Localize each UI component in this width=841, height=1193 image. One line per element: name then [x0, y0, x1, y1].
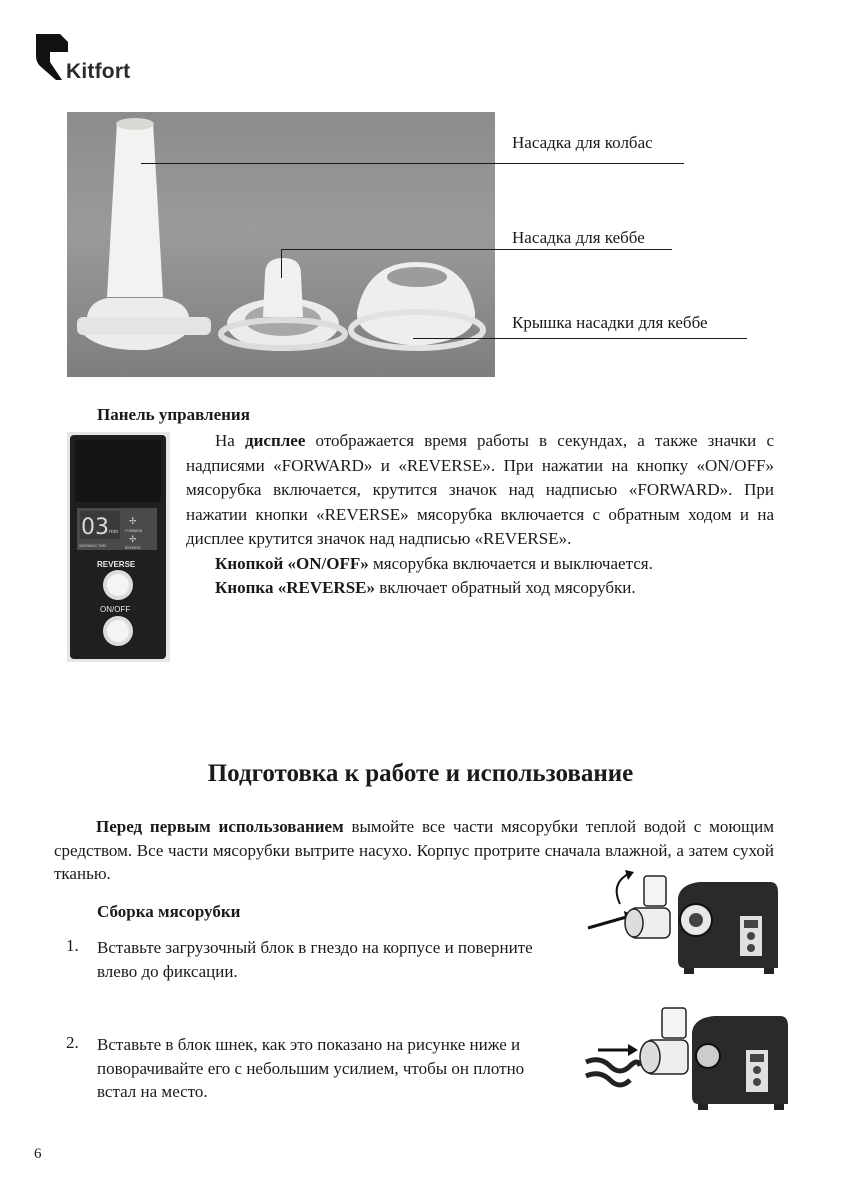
callout-vline-kebbe	[281, 249, 282, 278]
display-working-time: WORKING TIME	[79, 544, 107, 548]
control-panel-description	[186, 429, 774, 601]
assembly-heading: Сборка мясорубки	[97, 902, 241, 921]
panel-p1-lead: На	[215, 431, 245, 450]
kitfort-logo-icon	[34, 32, 70, 82]
display-forward-label: FORWARD	[125, 529, 143, 533]
panel-paragraph-display	[186, 429, 774, 552]
step-2-figure	[580, 1000, 795, 1120]
page-number: 6	[34, 1146, 42, 1162]
display-unit: min	[109, 529, 119, 535]
panel-p2-rest: мясорубка включается и выключается.	[368, 553, 653, 573]
section-title: Подготовка к работе и использование	[207, 760, 634, 787]
display-forward-icon: ✢	[129, 517, 137, 527]
panel-p2-bold: Кнопкой «ON/OFF»	[215, 553, 369, 573]
onoff-button-label: ON/OFF	[100, 605, 131, 614]
callout-label-sausage: Насадка для колбас	[512, 133, 653, 152]
step-1-text: Вставьте загрузочный блок в гнездо на корпусе и поверните влево до фиксации.	[97, 938, 533, 981]
brand-name: Kitfort	[66, 60, 131, 83]
panel-paragraph-reverse	[186, 576, 774, 601]
display-reverse-icon: ✢	[129, 535, 137, 545]
step-2-number: 2.	[66, 1033, 79, 1052]
step-1-figure	[580, 868, 790, 983]
panel-p3-rest: включает обратный ход мясорубки.	[375, 578, 636, 597]
reverse-button-label: REVERSE	[97, 560, 136, 569]
panel-p3-bold: Кнопка «REVERSE»	[215, 578, 376, 597]
display-digits: 03	[81, 515, 109, 540]
callout-label-kebbe-cap: Крышка насадки для кеббе	[512, 313, 708, 332]
callout-line-kebbe-cap	[413, 338, 747, 339]
control-panel-photo	[67, 432, 170, 662]
panel-p1-rest: отображается время работы в секундах, а также значки с надписями «FORWARD» и «REVERSE». При нажатии на кнопку «ON/OFF» мясорубка включается, крутится значок над надписью «FORWARD». При нажатии кнопки «REVERSE» мясорубка включается с обратным ходом и на дисплее крутится значок над надписью «REVERSE».	[186, 431, 774, 548]
control-panel-heading: Панель управления	[97, 405, 250, 424]
intro-bold: Перед первым использованием	[96, 817, 344, 836]
display-reverse-label: REVERSE	[125, 546, 141, 550]
step-1-number: 1.	[66, 936, 79, 955]
panel-paragraph-onoff	[186, 552, 774, 577]
panel-p1-bold: дисплее	[245, 431, 306, 450]
callout-line-sausage	[141, 163, 684, 164]
step-2-text: Вставьте в блок шнек, как это показано на рисунке ниже и поворачивайте его с небольшим усилием, чтобы он плотно встал на место.	[97, 1035, 525, 1102]
callout-line-kebbe	[281, 249, 672, 250]
callout-label-kebbe: Насадка для кеббе	[512, 228, 645, 247]
intro-rest: вымойте все части мясорубки теплой водой с моющим средством. Все части мясорубки вытрите насухо. Корпус протрите сначала влажной, а затем сухой тканью.	[54, 817, 774, 884]
